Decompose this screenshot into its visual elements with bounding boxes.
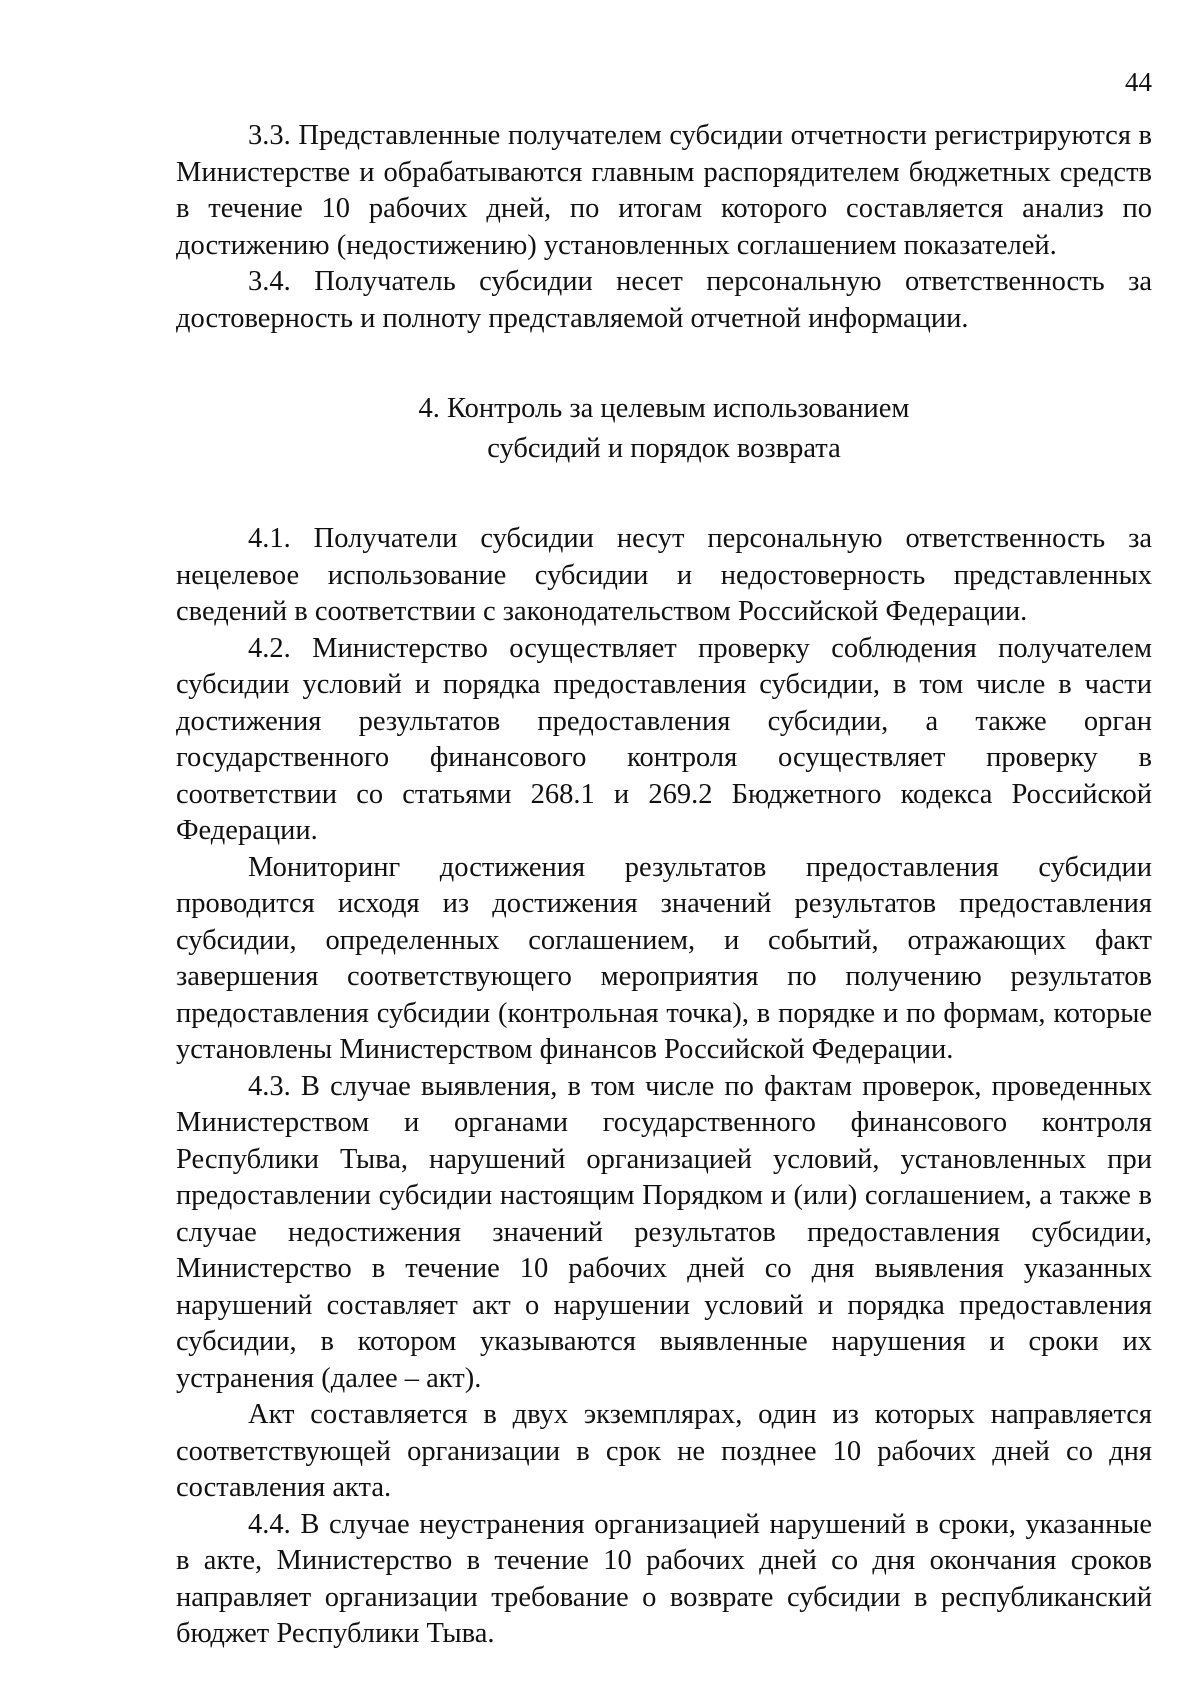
section-heading-line-2: субсидий и порядок возврата <box>487 433 841 464</box>
paragraph-4-3: 4.3. В случае выявления, в том числе по фактам проверок, проведенных Министерством и органами государственного финансового контроля Республики Тыва, нарушений организацией условий, установленных при предоставлении субсидии настоящим Порядком и (или) соглашением, а также в случае недостижения значений результатов предоставления субсидии, Министерство в течение 10 рабочих дней со дня выявления указанных нарушений составляет акт о нарушении условий и порядка предоставления субсидии, в котором указываются выявленные нарушения и сроки их устранения (далее – акт). <box>176 1070 1152 1394</box>
page-number: 44 <box>1125 67 1152 97</box>
paragraph-monitoring: Мониторинг достижения результатов предоставления субсидии проводится исходя из достижения значений результатов предоставления субсидии, определенных соглашением, и событий, отражающих факт завершения соответствующего мероприятия по получению результатов предоставления субсидии (контрольная точка), в порядке и по формам, которые установлены Министерством финансов Российской Федерации. <box>176 851 1152 1065</box>
paragraph-3-4: 3.4. Получатель субсидии несет персональную ответственность за достоверность и полноту представляемой отчетной информации. <box>176 266 1152 334</box>
document-body <box>176 118 1152 1653</box>
paragraph-4-1: 4.1. Получатели субсидии несут персональную ответственность за нецелевое использование субсидии и недостоверность представленных сведений в соответствии с законодательством Российской Федерации. <box>176 523 1152 627</box>
paragraph-4-4: 4.4. В случае неустранения организацией нарушений в сроки, указанные в акте, Министерство в течение 10 рабочих дней со дня окончания сроков направляет организации требование о возврате субсидии в республиканский бюджет Республики Тыва. <box>176 1508 1152 1649</box>
section-heading <box>176 389 1152 469</box>
paragraph-4-2: 4.2. Министерство осуществляет проверку соблюдения получателем субсидии условий и порядка предоставления субсидии, в том числе в части достижения результатов предоставления субсидии, а также орган государственного финансового контроля осуществляет проверку в соответствии со статьями 268.1 и 269.2 Бюджетного кодекса Российской Федерации. <box>176 632 1152 846</box>
paragraph-3-3: 3.3. Представленные получателем субсидии отчетности регистрируются в Министерстве и обрабатываются главным распорядителем бюджетных средств в течение 10 рабочих дней, по итогам которого составляется анализ по достижению (недостижению) установленных соглашением показателей. <box>176 120 1152 261</box>
section-heading-line-1: 4. Контроль за целевым использованием <box>418 393 910 424</box>
paragraph-act: Акт составляется в двух экземплярах, один из которых направляется соответствующей организации в срок не позднее 10 рабочих дней со дня составления акта. <box>176 1399 1152 1503</box>
